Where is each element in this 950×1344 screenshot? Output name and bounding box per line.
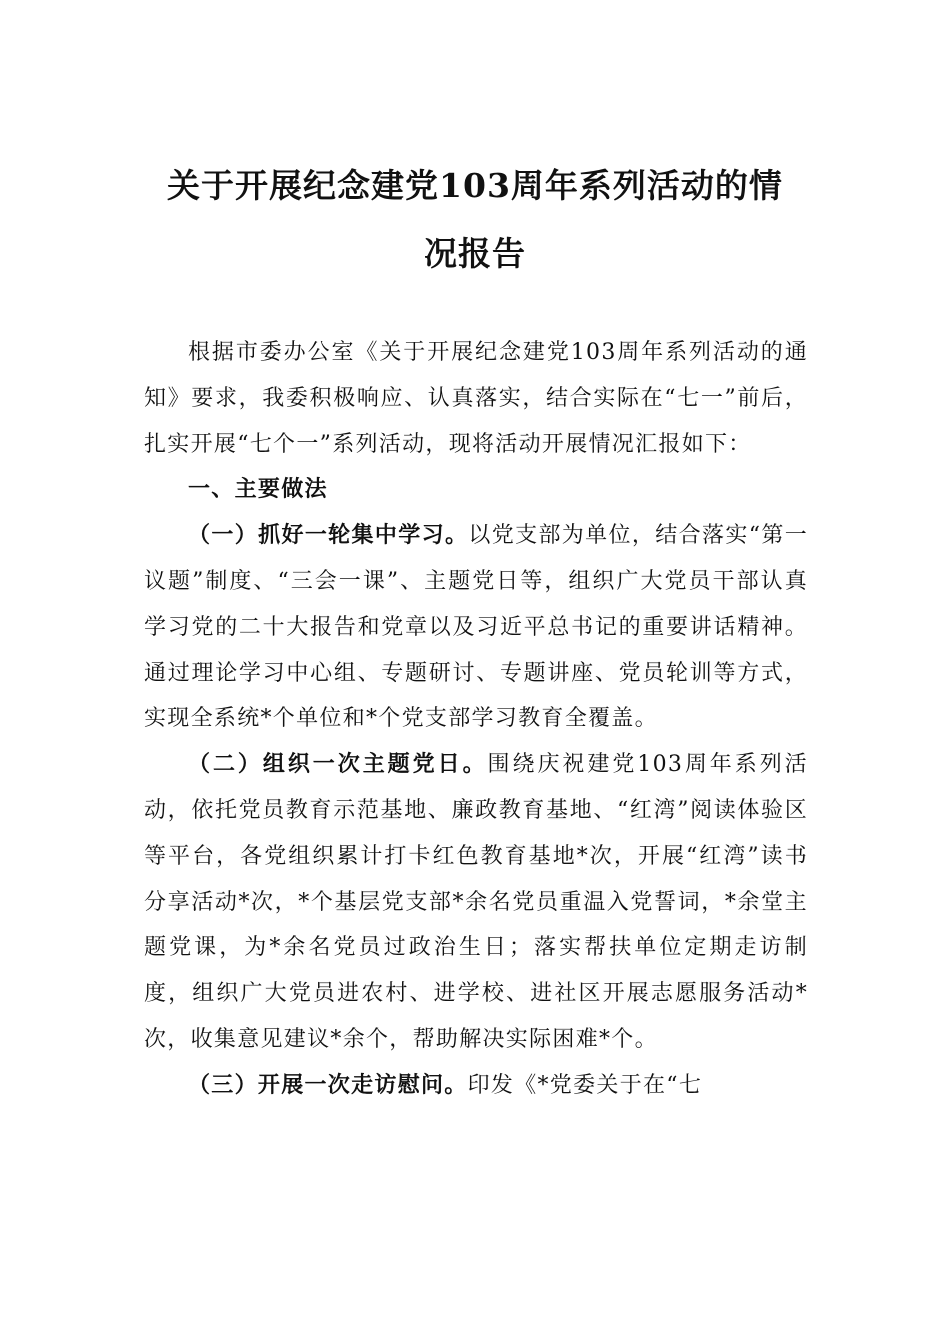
item-lead-3: （三）开展一次走访慰问。 [188,1071,468,1098]
item-paragraph-3 [144,1063,808,1109]
section-heading-main-practices: 一、主要做法 [188,477,328,503]
document-body [144,330,808,1109]
item-paragraph-1 [144,513,808,742]
document-title-line-1: 关于开展纪念建党103周年系列活动的情 [167,166,783,205]
item-text-3: 印发《*党委关于在“七 [467,1072,703,1098]
item-lead-1: （一）抓好一轮集中学习。 [188,522,469,549]
intro-paragraph: 根据市委办公室《关于开展纪念建党103周年系列活动的通知》要求，我委积极响应、认真落实，结合实际在“七一”前后，扎实开展“七个一”系列活动，现将活动开展情况汇报如下： [144,340,808,457]
item-paragraph-2 [144,742,808,1063]
item-text-2: 围绕庆祝建党103周年系列活动，依托党员教育示范基地、廉政教育基地、“红湾”阅读体验区等平台，各党组织累计打卡红色教育基地*次，开展“红湾”读书分享活动*次，*个基层党支部*余名党员重温入党誓词，*余堂主题党课，为*余名党员过政治生日；落实帮扶单位定期走访制度，组织广大党员进农村、进学校、进社区开展志愿服务活动*次，收集意见建议*余个，帮助解决实际困难*个。 [144,752,808,1052]
item-text-1: 以党支部为单位，结合落实“第一议题”制度、“三会一课”、主题党日等，组织广大党员干部认真学习党的二十大报告和党章以及习近平总书记的重要讲话精神。通过理论学习中心组、专题研讨、专题讲座、党员轮训等方式，实现全系统*个单位和*个党支部学习教育全覆盖。 [144,523,808,732]
item-lead-2: （二）组织一次主题党日。 [188,751,488,778]
document-title-line-2: 况报告 [424,234,526,273]
